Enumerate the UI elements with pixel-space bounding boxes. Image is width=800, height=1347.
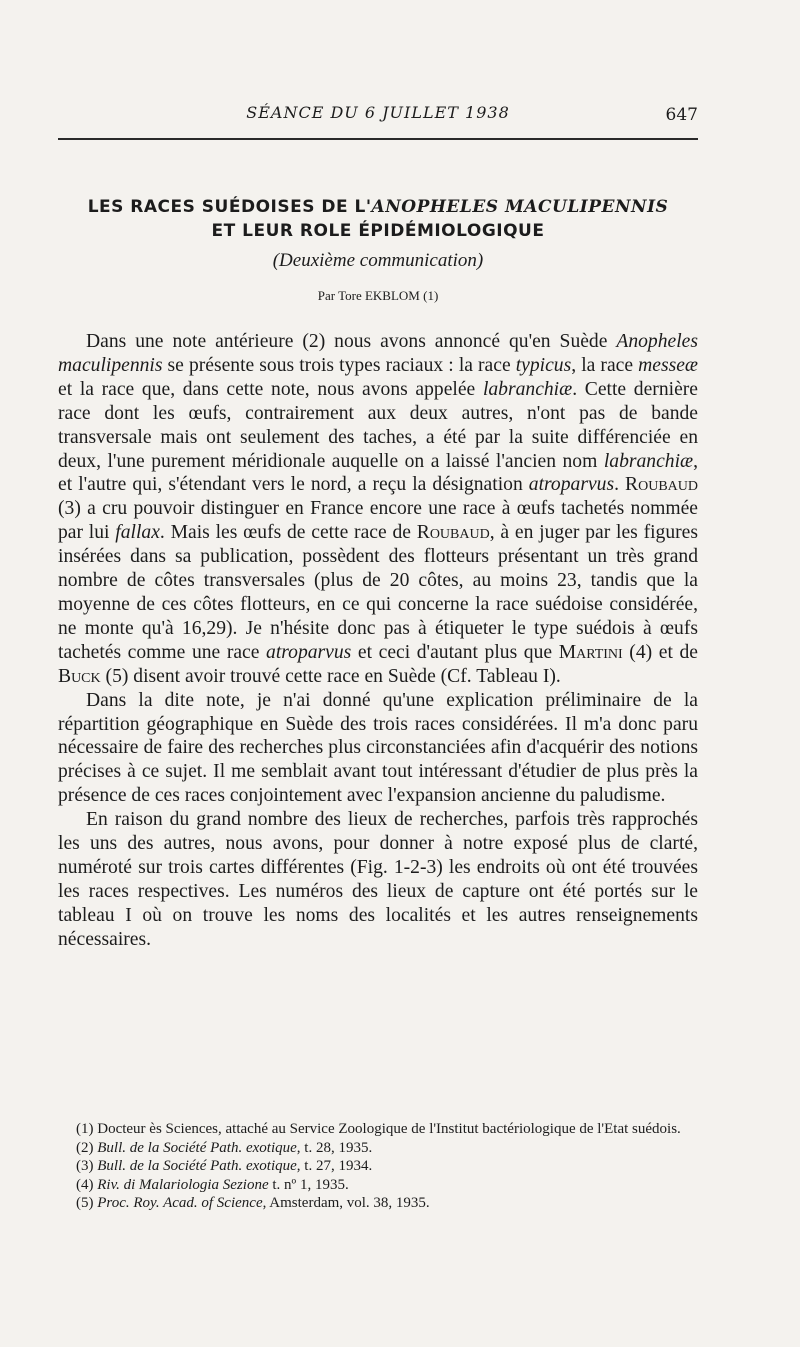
footnote-5	[58, 1194, 698, 1213]
title-line-1	[58, 195, 698, 219]
header-rule	[58, 138, 698, 140]
footnote-rest: , t. 27, 1934.	[296, 1158, 373, 1175]
text-run: , à en juger par les figures insérées dans sa publication, possèdent des flotteurs présentant un très grand nombre de côtes transversales (plus de 20 côtes, au moins 23, tandis que la moyenne de ces côtes flotteurs, en ce qui concerne la race suédoise considérée, ne monte qu'à 16,29). Je n'hésite donc pas à étiqueter le type suédois à œufs tachetés comme une race	[58, 522, 698, 663]
author-line	[58, 288, 698, 304]
text-run: (3) a cru pouvoir distinguer en France encore une race à œufs tachetés nommée par lui	[58, 498, 698, 544]
author-citation: Martini	[558, 641, 623, 663]
species-name: ANOPHELES MACULIPENNIS	[371, 197, 669, 217]
text-run: se présente sous trois types raciaux : la race	[162, 354, 516, 376]
race-name: atroparvus	[266, 641, 352, 663]
article-title	[58, 195, 698, 243]
race-name: atroparvus	[528, 474, 615, 496]
footnote-rest: , t. 28, 1935.	[296, 1139, 373, 1156]
footnote-1: (1) Docteur ès Sciences, attaché au Service Zoologique de l'Institut bactériologique de l'Etat suédois.	[76, 1121, 681, 1137]
text-run: . Cette dernière race dont les œufs, contrairement aux deux autres, n'ont pas de bande transversale mais ont seulement des taches, a été par la suite différenciée en deux, l'une purement méridionale auquelle on a laissé l'ancien nom	[58, 378, 698, 472]
page-header	[58, 103, 698, 133]
race-name: labranchiæ	[603, 450, 694, 472]
journal-title: Riv. di Malariologia Sezione	[97, 1176, 269, 1193]
footnote-2	[58, 1139, 698, 1158]
paragraph-2: Dans la dite note, je n'ai donné qu'une explication préliminaire de la répartition géographique en Suède des trois races considérées. Il m'a donc paru nécessaire de faire des recherches plus circonstanciées afin d'acquérir des notions précises à ce sujet. Il me semblait avant tout intéressant d'étudier de plus près la présence de ces races conjointement avec l'expansion ancienne du paludisme.	[58, 689, 698, 807]
footnote-rest: t. nº 1, 1935.	[268, 1176, 349, 1193]
text-run: , la race	[571, 354, 639, 376]
author-footnote-ref: (1)	[423, 288, 439, 303]
author-citation: Roubaud	[416, 522, 490, 544]
journal-title: Bull. de la Société Path. exotique	[97, 1139, 297, 1156]
author-prefix: Par	[317, 288, 336, 303]
race-name: labranchiæ	[482, 378, 573, 400]
race-name: typicus	[515, 354, 572, 376]
footnote-number: (2)	[76, 1139, 98, 1156]
text-run: (5) disent avoir trouvé cette race en Suède (Cf. Tableau I).	[100, 665, 561, 687]
race-name: messeæ	[638, 354, 698, 376]
text-run: Dans une note antérieure (2) nous avons annoncé qu'en Suède	[86, 331, 617, 352]
text-run: et la race que, dans cette note, nous avons appelée	[58, 378, 483, 400]
text-run: (4) et de	[622, 641, 698, 663]
author-citation: Roubaud	[625, 474, 698, 496]
footnotes	[58, 1120, 698, 1213]
text-run: . Mais les œufs de cette race de	[159, 522, 417, 544]
paragraph-3: En raison du grand nombre des lieux de recherches, parfois très rapprochés les uns des autres, nous avons, pour donner à notre exposé plus de clarté, numéroté sur trois cartes différentes (Fig. 1-2-3) les endroits où ont été trouvées les races respectives. Les numéros des lieux de capture ont été portés sur le tableau I où on trouve les noms des localités et les autres renseignements nécessaires.	[58, 809, 698, 950]
journal-title: Proc. Roy. Acad. of Science	[97, 1195, 263, 1212]
page-number: 647	[665, 105, 698, 125]
title-line-2: ET LEUR ROLE ÉPIDÉMIOLOGIQUE	[211, 221, 545, 241]
race-name: fallax	[115, 522, 160, 544]
footnote-3	[58, 1157, 698, 1176]
footnote-number: (4)	[76, 1176, 98, 1193]
text-run: et ceci d'autant plus que	[351, 641, 559, 663]
journal-title: Bull. de la Société Path. exotique	[97, 1158, 297, 1175]
footnote-number: (5)	[76, 1195, 98, 1212]
title-prefix: LES RACES SUÉDOISES DE L'	[87, 197, 372, 217]
footnote-number: (3)	[76, 1158, 98, 1175]
text-run: , et l'autre qui, s'étendant vers le nord, a reçu la désignation	[58, 450, 698, 496]
author-citation: Buck	[58, 665, 101, 687]
paragraph-1	[58, 330, 698, 689]
species-name: Anopheles maculipennis	[58, 331, 698, 376]
subtitle: (Deuxième communication)	[272, 250, 484, 271]
footnote-4	[58, 1176, 698, 1195]
author-name: Tore EKBLOM	[338, 288, 420, 303]
footnote-rest: , Amsterdam, vol. 38, 1935.	[262, 1195, 430, 1212]
running-title: SÉANCE DU 6 JUILLET 1938	[246, 103, 510, 122]
body-text	[58, 330, 698, 952]
text-run: .	[614, 474, 626, 496]
